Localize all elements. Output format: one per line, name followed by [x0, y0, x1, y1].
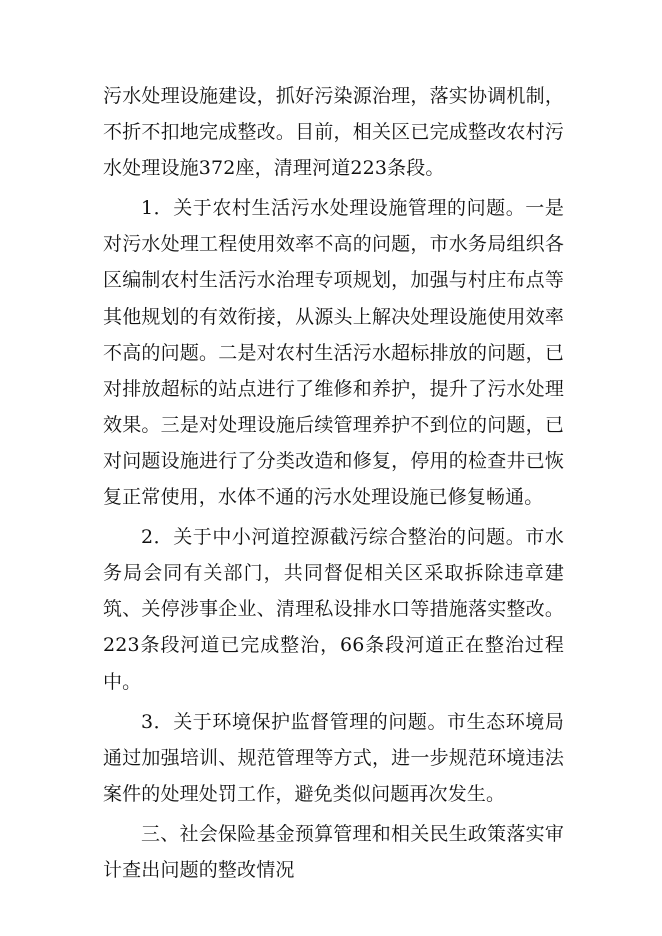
paragraph-environmental-supervision: 3．关于环境保护监督管理的问题。市生态环境局通过加强培训、规范管理等方式，进一步规范环境违法案件的处理处罚工作，避免类似问题再次发生。 — [103, 710, 564, 805]
section-heading-social-insurance: 三、社会保险基金预算管理和相关民生政策落实审计查出问题的整改情况 — [103, 822, 564, 881]
paragraph-river-pollution-control: 2．关于中小河道控源截污综合整治的问题。市水务局会同有关部门，共同督促相关区采取拆除违章建筑、关停涉事企业、清理私设排水口等措施落实整改。223条段河道已完成整治，66条段河道正在整治过程中。 — [103, 526, 564, 693]
document-body — [103, 78, 564, 888]
paragraph-rural-sewage-facilities: 1．关于农村生活污水处理设施管理的问题。一是对污水处理工程使用效率不高的问题，市水务局组织各区编制农村生活污水治理专项规划，加强与村庄布点等其他规划的有效衔接，从源头上解决处理设施使用效率不高的问题。二是对农村生活污水超标排放的问题，已对排放超标的站点进行了维修和养护，提升了污水处理效果。三是对处理设施后续管理养护不到位的问题，已对问题设施进行了分类改造和修复，停用的检查井已恢复正常使用，水体不通的污水处理设施已修复畅通。 — [103, 197, 564, 509]
paragraph-continuation: 污水处理设施建设，抓好污染源治理，落实协调机制，不折不扣地完成整改。目前，相关区已完成整改农村污水处理设施372座，清理河道223条段。 — [103, 85, 564, 180]
